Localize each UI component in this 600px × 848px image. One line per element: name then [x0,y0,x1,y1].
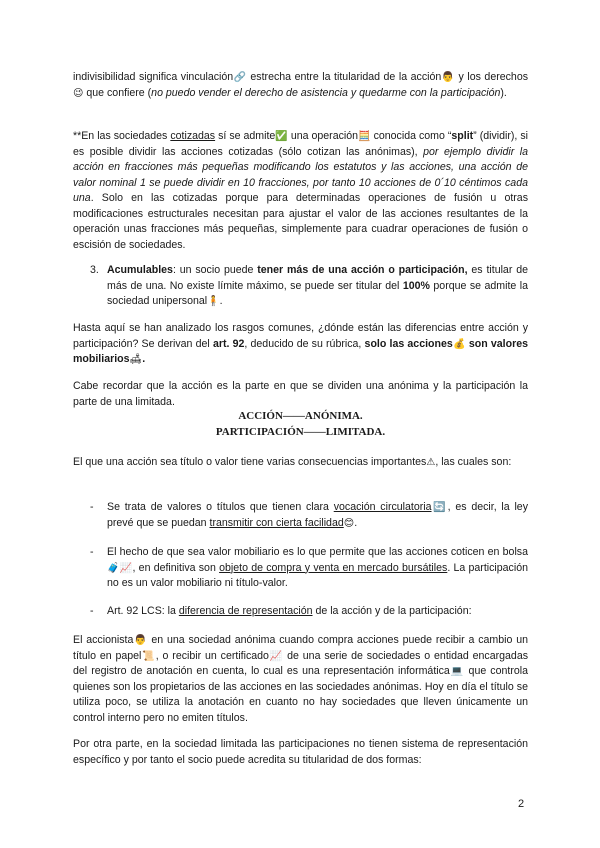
dash-marker: - [90,501,94,513]
text: . La participación no es un valor mobiliario ni título-valor. [107,561,528,589]
warning-emoji-icon: ⚠ [426,457,436,468]
text: El que una acción sea título o valor tiene varias consecuencias importantes [73,456,427,468]
text: indivisibilidad significa vinculación [73,71,234,83]
text: . Solo en las cotizadas porque para determinadas operaciones de fusión u otras modificaciones estructurales necesitan para ajustar el valor de las acciones resultantes de la operación unas fracciones más pequeñas, simplemente para cuadrar operaciones de fusión o escisión de sociedades. [73,192,528,251]
chart-emoji-icon: 📈 [268,650,284,662]
text: es titular de más de una. No existe límite máximo, se puede ser titular del [107,264,528,292]
link-emoji-icon: 🔗 [233,72,247,83]
text: Hasta aquí se han analizado los rasgos comunes, ¿dónde están las diferencias entre acción y participación? Se derivan del [73,322,528,350]
bold-text: 100% [402,279,430,292]
text: sí se admite [215,130,276,142]
text: que confiere ( [83,86,152,99]
text: **En las sociedades [73,130,171,142]
person-emoji-icon: 👨 [133,635,148,646]
paragraph-diferencias [73,321,528,368]
text: conocida como “ [370,130,452,142]
text: porque se admite la sociedad unipersonal [107,279,528,307]
bold-text: son valores mobiliarios [73,337,529,365]
list-number: 3. [90,264,99,276]
text: en una sociedad anónima cuando compra acciones puede recibir a cambio un título en papel [73,634,528,662]
text: de la acción y de la participación: [312,605,472,617]
text: que controla quienes son los propietarios de las acciones en las sociedades anónimas. Hoy en día el título se utiliza poco, se utiliza la anotación en cuanto no hay sociedades que lleven únicamente un control interno pero no emiten títulos. [73,665,528,724]
text: Art. 92 LCS: la [107,605,179,617]
dash-marker: - [90,546,94,558]
heading-participacion-limitada: PARTICIPACIÓN——LIMITADA. [215,426,386,438]
underlined-text: transmitir con cierta facilidad [209,516,344,529]
text: , es decir, la ley prevé que se puedan [107,501,528,529]
text: y los derechos [454,71,529,83]
text: ). [500,86,507,99]
bold-text: split [451,130,474,142]
text: . [142,353,146,365]
abacus-emoji-icon: 🧮 [358,131,371,142]
paragraph-recordar: Cabe recordar que la acción es la parte en que se dividen una anónima y la participación la parte de una limitada. [73,380,528,408]
page-number: 2 [518,798,525,810]
list-item-art-92 [107,604,528,620]
text: El accionista [73,634,134,646]
text: , o recibir un certificado [155,649,269,662]
underlined-text: objeto de compra y venta en mercado bursátiles [219,561,448,574]
text: . [219,295,223,307]
text: Se trata de valores o títulos que tienen clara [107,501,334,513]
text: : un socio puede [172,264,258,276]
bold-text: tener más de una acción o participación, [257,264,468,276]
text: , en definitiva son [132,561,220,574]
text: , deducido de su rúbrica, [244,337,365,350]
list-item-valor-mobiliario [107,545,528,592]
couch-emoji-icon: 🛋 [129,354,143,365]
paragraph-accionista [73,633,528,726]
check-emoji-icon: ✅ [275,131,288,142]
money-bag-emoji-icon: 💰 [452,338,466,350]
person-emoji-icon: 👨 [441,72,455,83]
text: una operación [287,130,359,142]
arrows-cycle-emoji-icon: 🔄 [431,502,448,513]
heading-accion-anonima: ACCIÓN——ANÓNIMA. [238,410,363,422]
list-item-acumulables [107,263,528,310]
italic-text: no puedo vender el derecho de asistencia y quedarme con la participación [151,86,501,99]
text: . [354,516,358,529]
paragraph-split [73,129,528,253]
italic-text: por ejemplo dividir la acción en fracciones más pequeñas modificando los estatutos y las acciones, una acción de valor nominal 1 se puede dividir en 10 fracciones, por tanto 10 acciones de 0´10 céntimos cada una [73,145,529,204]
bold-text: solo las acciones [364,337,453,350]
underlined-text: vocación circulatoria [333,501,432,513]
text: estrecha entre la titularidad de la acción [246,71,442,83]
laptop-emoji-icon: 💻 [449,666,465,677]
bold-text: art. 92 [212,337,245,350]
person-standing-emoji-icon: 🧍 [207,296,220,307]
paragraph-limitada: Por otra parte, en la sociedad limitada las participaciones no tienen sistema de representación específico y por tanto el socio puede acredita su titularidad de dos formas: [73,738,528,766]
underlined-text: cotizadas [170,130,216,142]
dash-marker: - [90,605,94,617]
scroll-emoji-icon: 📜 [141,650,156,662]
paragraph-indivisibilidad [73,70,528,101]
smile-emoji-icon: 😊 [343,517,355,529]
wink-emoji-icon: 😉 [73,87,84,99]
bold-text: Acumulables [107,264,173,276]
underlined-text: diferencia de representación [178,605,313,617]
text: El hecho de que sea valor mobiliario es lo que permite que las acciones coticen en bolsa [107,546,528,558]
briefcase-chart-emoji-icon: 🧳📈 [107,562,133,574]
text: ” (dividir), si es posible dividir las acciones cotizadas (sólo cotizan las anónimas), [73,130,529,158]
text: de una serie de sociedades o entidad encargadas del registro de anotación en cuenta, lo cual es una representación informática [73,649,529,677]
text: , las cuales son: [435,456,512,468]
paragraph-consecuencias [73,455,528,471]
list-item-vocacion [107,500,528,531]
